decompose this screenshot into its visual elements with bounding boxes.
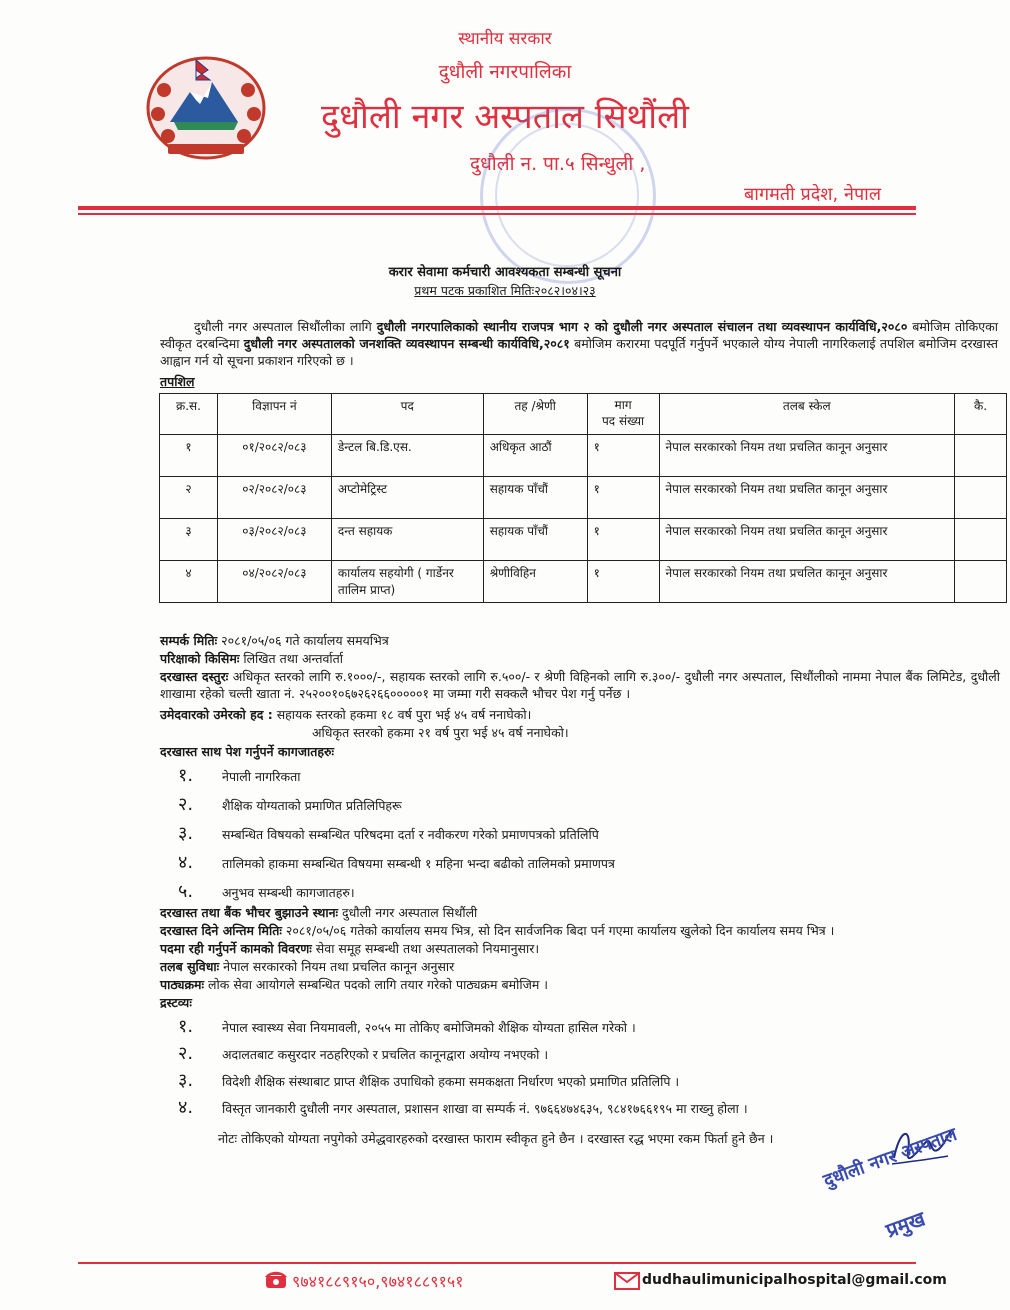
- header-divider-thin: [78, 213, 916, 215]
- phone-icon: [264, 1270, 288, 1290]
- cell-level: अधिकृत आठौं: [483, 435, 587, 477]
- cell-demand: १: [587, 519, 659, 561]
- cell-post: अप्टोमेट्रिस्ट: [331, 477, 483, 519]
- signatory-office: दुधौली नगर अस्पताल: [820, 1123, 960, 1192]
- documents-list: [178, 762, 615, 907]
- cell-post: दन्त सहायक: [331, 519, 483, 561]
- cell-salary: नेपाल सरकारको नियम तथा प्रचलित कानून अनुसार: [659, 435, 955, 477]
- cell-demand: १: [587, 435, 659, 477]
- header-line-municipality: दुधौली नगरपालिका: [438, 61, 572, 83]
- hospital-address: दुधौली न. पा.५ सिन्धुली ,: [470, 153, 646, 175]
- table-row: [160, 477, 1007, 519]
- cell-adno: ०१/२०८२/०८३: [217, 435, 331, 477]
- notes-heading: द्रस्टव्यः: [160, 995, 192, 1010]
- col-header-level: तह /श्रेणी: [483, 394, 587, 435]
- cell-adno: ०३/२०८२/०८३: [217, 519, 331, 561]
- cell-salary: नेपाल सरकारको नियम तथा प्रचलित कानून अनुसार: [659, 519, 955, 561]
- age-limit-officer-line: अधिकृत स्तरको हकमा २१ वर्ष पुरा भई ४५ वर्ष ननाघेको।: [312, 725, 569, 740]
- signatory-title: प्रमुख: [882, 1206, 929, 1243]
- deadline-line: दरखास्त दिने अन्तिम मितिः २०८१/०५/०६ गतेको कार्यालय समय भित्र, सो दिन सार्वजनिक बिदा पर्न गएमा कार्यालय खुलेको दिन कार्यालय समय भित्र ।: [160, 923, 835, 938]
- cell-level: सहायक पाँचौं: [483, 519, 587, 561]
- contact-date-line: सम्पर्क मितिः २०८१/०५/०६ गते कार्यालय समयभित्र: [160, 633, 389, 648]
- col-header-demand: माग पद संख्या: [587, 394, 659, 435]
- col-header-post: पद: [331, 394, 483, 435]
- email-icon: [614, 1272, 640, 1290]
- age-limit-line: उमेदवारको उमेरको हद : सहायक स्तरको हकमा १८ वर्ष पुरा भई ४५ वर्ष ननाघेको।: [160, 707, 532, 722]
- list-item: २. शैक्षिक योग्यताको प्रमाणित प्रतिलिपिहरू: [178, 794, 402, 815]
- duty-description-line: पदमा रही गर्नुपर्ने कामको विवरणः सेवा समूह सम्बन्धी तथा अस्पतालको नियमानुसार।: [160, 941, 540, 956]
- cell-sn: ४: [160, 561, 218, 603]
- intro-paragraph: दुधौली नगर अस्पताल सिथौंलीका लागि दुधौली नगरपालिकाको स्थानीय राजपत्र भाग २ को दुधौली नगर अस्पताल संचालन तथा व्यवस्थापन कार्यविधि,२०८० बमोजिम तोकिएका स्वीकृत दरबन्दिमा दुधौली नगर अस्पतालको जनशक्ति व्यवस्थापन सम्बन्धी कार्यविधि,२०८१ बमोजिम करारमा पदपूर्ति गर्नुपर्ने भएकाले योग्य नेपाली नागरिकलाई तपशिल बमोजिम दरखास्त आह्वान गर्न यो सूचना प्रकाशन गरिएको छ ।: [160, 319, 999, 368]
- col-header-adno: विज्ञापन नं: [217, 394, 331, 435]
- salary-benefit-line: तलब सुविधाः नेपाल सरकारको नियम तथा प्रचलित कानून अनुसार: [160, 959, 455, 974]
- list-item: ३. सम्बन्धित विषयको सम्बन्धित परिषदमा दर्ता र नवीकरण गरेको प्रमाणपत्रको प्रतिलिपि: [178, 823, 599, 844]
- cell-adno: ०२/२०८२/०८३: [217, 477, 331, 519]
- details-heading: तपशिल: [160, 374, 195, 389]
- cell-salary: नेपाल सरकारको नियम तथा प्रचलित कानून अनुसार: [659, 477, 955, 519]
- cell-sn: २: [160, 477, 218, 519]
- notes-list: [178, 1014, 748, 1122]
- email-address[interactable]: dudhaulimunicipalhospital@gmail.com: [642, 1272, 947, 1288]
- province-line: बागमती प्रदेश, नेपाल: [744, 184, 882, 205]
- list-item: ३. विदेशी शैक्षिक संस्थाबाट प्राप्त शैक्षिक उपाधिको हकमा समकक्षता निर्धारण भएको प्रमाणित प्रतिलिपि ।: [178, 1070, 680, 1091]
- col-header-sn: क्र.स.: [160, 394, 218, 435]
- cell-post: डेन्टल बि.डि.एस.: [331, 435, 483, 477]
- list-item: ४. विस्तृत जानकारी दुधौली नगर अस्पताल, प्रशासन शाखा वा सम्पर्क नं. ९७६६४७४६३५, ९८४१७६६१९५ मा राख्नु होला ।: [178, 1097, 748, 1118]
- cell-sn: ३: [160, 519, 218, 561]
- cell-salary: नेपाल सरकारको नियम तथा प्रचलित कानून अनुसार: [659, 561, 955, 603]
- cell-remarks: [955, 477, 1007, 519]
- table-row: [160, 435, 1007, 477]
- phone-numbers: ९७४१८८९१५०,९७४१८८९१५१: [292, 1272, 464, 1291]
- cell-level: श्रेणीविहिन: [483, 561, 587, 603]
- table-row: [160, 519, 1007, 561]
- syllabus-line: पाठ्यक्रमः लोक सेवा आयोगले सम्बन्धित पदको लागि तयार गरेको पाठ्यक्रम बमोजिम ।: [160, 977, 549, 992]
- table-row: [160, 561, 1007, 603]
- documents-heading: दरखास्त साथ पेश गर्नुपर्ने कागजातहरुः: [160, 744, 335, 759]
- cell-adno: ०४/२०८२/०८३: [217, 561, 331, 603]
- cell-remarks: [955, 435, 1007, 477]
- list-item: १. नेपाल स्वास्थ्य सेवा नियमावली, २०५५ मा तोकिए बमोजिमको शैक्षिक योग्यता हासिल गरेको ।: [178, 1016, 636, 1037]
- application-fee-line: दरखास्त दस्तुरः अधिकृत स्तरको लागि रु.१०००/-, सहायक स्तरको लागि रु.५००/- र श्रेणी विहिनको लागि रु.३००/- दुधौली नगर अस्पताल, सिथौंलीको नाममा नेपाल बैंक लिमिटेड, दुधौली शाखामा रहेको चल्ती खाता नं. २५२००१०६७२६२६६०००००१ मा जम्मा गरी सक्कलै भौचर पेश गर्नु पर्नेछ ।: [160, 669, 1000, 701]
- header-line-local-government: स्थानीय सरकार: [458, 29, 552, 49]
- table-header-row: [160, 394, 1007, 435]
- cell-demand: १: [587, 477, 659, 519]
- list-item: ४. तालिमको हाकमा सम्बन्धित विषयमा सम्बन्धी १ महिना भन्दा बढीको तालिमको प्रमाणपत्र: [178, 852, 615, 873]
- col-header-remarks: कै.: [955, 394, 1007, 435]
- cell-remarks: [955, 519, 1007, 561]
- published-date: प्रथम पटक प्रकाशित मितिः२०८२।०४।२३: [414, 283, 596, 298]
- footer-divider: [78, 1262, 916, 1264]
- submission-place-line: दरखास्त तथा बैंक भौचर बुझाउने स्थानः दुधौली नगर अस्पताल सिथौंली: [160, 905, 478, 920]
- cell-demand: १: [587, 561, 659, 603]
- list-item: १. नेपाली नागरिकता: [178, 765, 301, 786]
- header-divider: [78, 206, 916, 210]
- notice-title: करार सेवामा कर्मचारी आवश्यकता सम्बन्धी सूचना: [388, 265, 622, 280]
- cell-post: कार्यालय सहयोगी ( गार्डेनर तालिम प्राप्त): [331, 561, 483, 603]
- list-item: ५. अनुभव सम्बन्धी कागजातहरु।: [178, 881, 355, 902]
- cell-level: सहायक पाँचौं: [483, 477, 587, 519]
- col-header-salary: तलब स्केल: [659, 394, 955, 435]
- official-stamp-inner: [495, 123, 639, 267]
- list-item: २. अदालतबाट कसुरदार नठहरिएको र प्रचलित कानूनद्वारा अयोग्य नभएको ।: [178, 1043, 549, 1064]
- vacancy-table: [159, 393, 1007, 603]
- footnote: नोटः तोकिएको योग्यता नपुगेको उमेद्धवारहरुको दरखास्त फाराम स्वीकृत हुने छैन । दरखास्त रद्ध भएमा रकम फिर्ता हुने छैन ।: [218, 1131, 774, 1146]
- cell-remarks: [955, 561, 1007, 603]
- exam-type-line: परिक्षाको किसिमः लिखित तथा अन्तर्वार्ता: [160, 651, 344, 666]
- hospital-name: दुधौली नगर अस्पताल सिथौंली: [321, 97, 689, 137]
- cell-sn: १: [160, 435, 218, 477]
